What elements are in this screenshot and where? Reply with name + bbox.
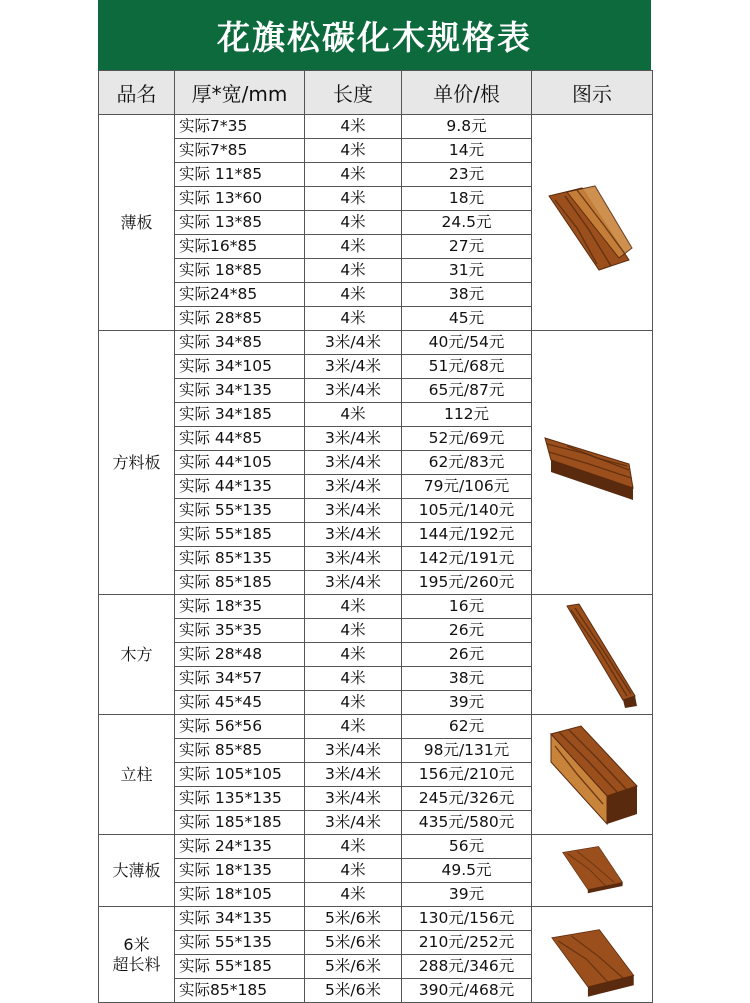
- price-cell: 144元/192元: [402, 523, 532, 547]
- batten-illustration: [537, 600, 647, 710]
- table-body: [99, 115, 653, 1003]
- length-cell: 4米: [305, 595, 402, 619]
- length-cell: 3米/4米: [305, 499, 402, 523]
- price-cell: 112元: [402, 403, 532, 427]
- post-illustration: [537, 720, 647, 830]
- price-cell: 210元/252元: [402, 931, 532, 955]
- price-cell: 435元/580元: [402, 811, 532, 835]
- size-cell: 实际 34*105: [175, 355, 305, 379]
- price-cell: 130元/156元: [402, 907, 532, 931]
- length-cell: 4米: [305, 859, 402, 883]
- size-cell: 实际 55*185: [175, 955, 305, 979]
- category-name: 木方: [99, 595, 175, 715]
- size-cell: 实际7*35: [175, 115, 305, 139]
- price-cell: 98元/131元: [402, 739, 532, 763]
- size-cell: 实际 18*105: [175, 883, 305, 907]
- length-cell: 4米: [305, 667, 402, 691]
- size-cell: 实际 34*135: [175, 379, 305, 403]
- price-cell: 23元: [402, 163, 532, 187]
- table-row: [99, 835, 653, 859]
- size-cell: 实际 24*135: [175, 835, 305, 859]
- price-cell: 39元: [402, 883, 532, 907]
- length-cell: 5米/6米: [305, 979, 402, 1003]
- price-cell: 38元: [402, 283, 532, 307]
- length-cell: 3米/4米: [305, 355, 402, 379]
- col-header-name: 品名: [99, 71, 175, 115]
- category-name: 方料板: [99, 331, 175, 595]
- price-cell: 51元/68元: [402, 355, 532, 379]
- size-cell: 实际 34*135: [175, 907, 305, 931]
- size-cell: 实际24*85: [175, 283, 305, 307]
- size-cell: 实际16*85: [175, 235, 305, 259]
- long-plank-illustration: [547, 910, 637, 1000]
- col-header-image: 图示: [532, 71, 653, 115]
- price-cell: 105元/140元: [402, 499, 532, 523]
- length-cell: 3米/4米: [305, 451, 402, 475]
- size-cell: 实际 44*85: [175, 427, 305, 451]
- size-cell: 实际 44*135: [175, 475, 305, 499]
- size-cell: 实际 34*57: [175, 667, 305, 691]
- length-cell: 4米: [305, 139, 402, 163]
- size-cell: 实际 105*105: [175, 763, 305, 787]
- length-cell: 3米/4米: [305, 523, 402, 547]
- length-cell: 4米: [305, 715, 402, 739]
- thin-board-icon: [532, 115, 653, 331]
- length-cell: 3米/4米: [305, 331, 402, 355]
- price-cell: 49.5元: [402, 859, 532, 883]
- category-name: 6米 超长料: [99, 907, 175, 1003]
- price-cell: 26元: [402, 643, 532, 667]
- size-cell: 实际 18*135: [175, 859, 305, 883]
- length-cell: 5米/6米: [305, 931, 402, 955]
- price-cell: 245元/326元: [402, 787, 532, 811]
- length-cell: 4米: [305, 403, 402, 427]
- post-icon: [532, 715, 653, 835]
- size-cell: 实际 35*35: [175, 619, 305, 643]
- length-cell: 4米: [305, 259, 402, 283]
- size-cell: 实际 85*135: [175, 547, 305, 571]
- size-cell: 实际 28*48: [175, 643, 305, 667]
- price-cell: 62元: [402, 715, 532, 739]
- price-cell: 39元: [402, 691, 532, 715]
- category-name: 薄板: [99, 115, 175, 331]
- length-cell: 3米/4米: [305, 811, 402, 835]
- price-cell: 156元/210元: [402, 763, 532, 787]
- size-cell: 实际 34*85: [175, 331, 305, 355]
- size-cell: 实际 55*135: [175, 499, 305, 523]
- table-row: [99, 331, 653, 355]
- wide-thin-board-icon: [532, 835, 653, 907]
- size-cell: 实际 18*35: [175, 595, 305, 619]
- price-cell: 31元: [402, 259, 532, 283]
- wide-thin-board-illustration: [559, 838, 625, 904]
- price-cell: 390元/468元: [402, 979, 532, 1003]
- length-cell: 4米: [305, 283, 402, 307]
- length-cell: 3米/4米: [305, 547, 402, 571]
- length-cell: 3米/4米: [305, 739, 402, 763]
- category-name: 大薄板: [99, 835, 175, 907]
- price-cell: 9.8元: [402, 115, 532, 139]
- length-cell: 4米: [305, 619, 402, 643]
- length-cell: 5米/6米: [305, 955, 402, 979]
- batten-icon: [532, 595, 653, 715]
- size-cell: 实际 44*105: [175, 451, 305, 475]
- price-cell: 24.5元: [402, 211, 532, 235]
- length-cell: 4米: [305, 307, 402, 331]
- price-cell: 62元/83元: [402, 451, 532, 475]
- length-cell: 3米/4米: [305, 787, 402, 811]
- size-cell: 实际 34*185: [175, 403, 305, 427]
- size-cell: 实际 85*85: [175, 739, 305, 763]
- size-cell: 实际 28*85: [175, 307, 305, 331]
- size-cell: 实际 56*56: [175, 715, 305, 739]
- price-cell: 27元: [402, 235, 532, 259]
- col-header-size: 厚*宽/mm: [175, 71, 305, 115]
- length-cell: 4米: [305, 691, 402, 715]
- size-cell: 实际85*185: [175, 979, 305, 1003]
- length-cell: 4米: [305, 187, 402, 211]
- category-name: 立柱: [99, 715, 175, 835]
- table-row: [99, 715, 653, 739]
- length-cell: 4米: [305, 163, 402, 187]
- long-plank-icon: [532, 907, 653, 1003]
- price-cell: 142元/191元: [402, 547, 532, 571]
- price-cell: 288元/346元: [402, 955, 532, 979]
- table-row: [99, 115, 653, 139]
- price-cell: 14元: [402, 139, 532, 163]
- table-row: [99, 595, 653, 619]
- size-cell: 实际 13*85: [175, 211, 305, 235]
- length-cell: 3米/4米: [305, 379, 402, 403]
- length-cell: 4米: [305, 211, 402, 235]
- price-cell: 16元: [402, 595, 532, 619]
- table-row: [99, 907, 653, 931]
- col-header-price: 单价/根: [402, 71, 532, 115]
- length-cell: 3米/4米: [305, 475, 402, 499]
- length-cell: 4米: [305, 883, 402, 907]
- length-cell: 4米: [305, 115, 402, 139]
- length-cell: 4米: [305, 835, 402, 859]
- length-cell: 3米/4米: [305, 571, 402, 595]
- length-cell: 5米/6米: [305, 907, 402, 931]
- price-cell: 26元: [402, 619, 532, 643]
- size-cell: 实际 55*185: [175, 523, 305, 547]
- length-cell: 3米/4米: [305, 427, 402, 451]
- thin-board-illustration: [537, 168, 647, 278]
- size-cell: 实际 45*45: [175, 691, 305, 715]
- length-cell: 4米: [305, 643, 402, 667]
- price-cell: 45元: [402, 307, 532, 331]
- price-cell: 65元/87元: [402, 379, 532, 403]
- length-cell: 4米: [305, 235, 402, 259]
- size-cell: 实际 13*60: [175, 187, 305, 211]
- price-cell: 56元: [402, 835, 532, 859]
- price-cell: 52元/69元: [402, 427, 532, 451]
- size-cell: 实际 185*185: [175, 811, 305, 835]
- plank-illustration: [537, 408, 647, 518]
- price-cell: 79元/106元: [402, 475, 532, 499]
- size-cell: 实际 18*85: [175, 259, 305, 283]
- size-cell: 实际 55*135: [175, 931, 305, 955]
- size-cell: 实际 11*85: [175, 163, 305, 187]
- price-cell: 40元/54元: [402, 331, 532, 355]
- price-cell: 38元: [402, 667, 532, 691]
- plank-icon: [532, 331, 653, 595]
- header-row: [99, 71, 653, 115]
- length-cell: 3米/4米: [305, 763, 402, 787]
- price-cell: 18元: [402, 187, 532, 211]
- size-cell: 实际 135*135: [175, 787, 305, 811]
- spec-table: [98, 70, 653, 1003]
- size-cell: 实际7*85: [175, 139, 305, 163]
- page-title: 花旗松碳化木规格表: [98, 0, 651, 70]
- size-cell: 实际 85*185: [175, 571, 305, 595]
- col-header-length: 长度: [305, 71, 402, 115]
- price-cell: 195元/260元: [402, 571, 532, 595]
